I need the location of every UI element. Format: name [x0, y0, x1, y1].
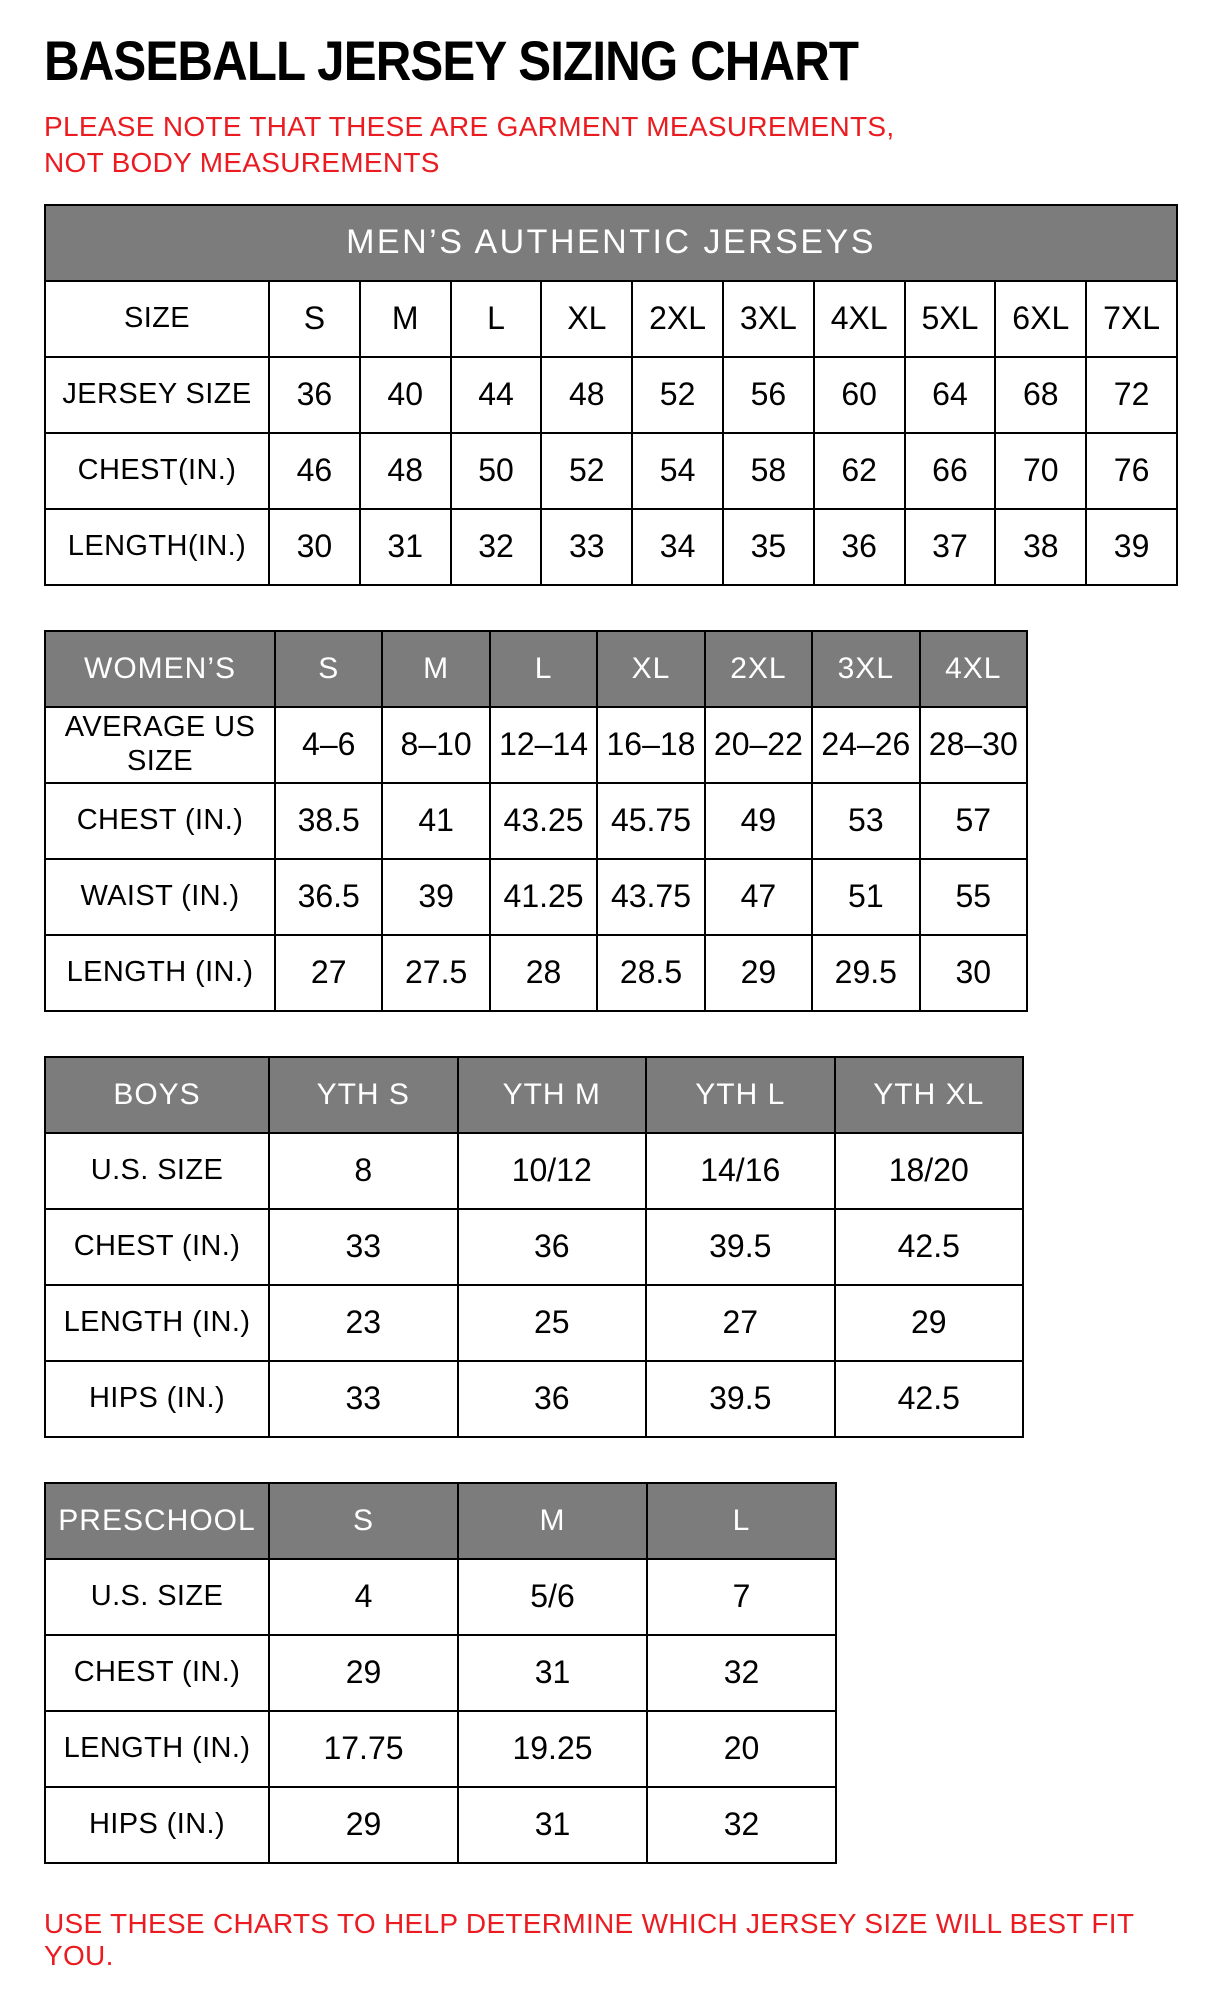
boys-header-label: BOYS: [45, 1057, 269, 1133]
mens-value-cell: 40: [360, 357, 451, 433]
boys-value-cell: 25: [458, 1285, 647, 1361]
mens-row-label-cell: LENGTH(IN.): [45, 509, 269, 585]
preschool-value-cell: 31: [458, 1635, 647, 1711]
boys-value-cell: 36: [458, 1209, 647, 1285]
boys-value-cell: 36: [458, 1361, 647, 1437]
mens-row-label-cell: SIZE: [45, 281, 269, 357]
boys-row-label-cell: HIPS (IN.): [45, 1361, 269, 1437]
garment-measurement-note: PLEASE NOTE THAT THESE ARE GARMENT MEASUREMENTS, NOT BODY MEASUREMENTS: [44, 111, 895, 179]
womens-value-cell: 30: [920, 935, 1027, 1011]
boys-value-cell: 42.5: [835, 1209, 1024, 1285]
boys-row-label-cell: CHEST (IN.): [45, 1209, 269, 1285]
womens-value-cell: 38.5: [275, 783, 382, 859]
womens-value-cell: 27: [275, 935, 382, 1011]
womens-value-cell: 29.5: [812, 935, 919, 1011]
mens-value-cell: 4XL: [814, 281, 905, 357]
mens-value-cell: 56: [723, 357, 814, 433]
mens-value-cell: 76: [1086, 433, 1177, 509]
womens-value-cell: 45.75: [597, 783, 704, 859]
womens-header-row: [45, 631, 1027, 707]
boys-header-row: [45, 1057, 1023, 1133]
footer-note: USE THESE CHARTS TO HELP DETERMINE WHICH JERSEY SIZE WILL BEST FIT YOU.: [44, 1907, 1134, 1971]
womens-value-cell: 55: [920, 859, 1027, 935]
mens-value-cell: 58: [723, 433, 814, 509]
womens-row-label-cell: WAIST (IN.): [45, 859, 275, 935]
mens-table-row: [45, 357, 1177, 433]
womens-value-cell: 41: [382, 783, 489, 859]
mens-value-cell: 46: [269, 433, 360, 509]
mens-value-cell: 35: [723, 509, 814, 585]
preschool-value-cell: 29: [269, 1787, 458, 1863]
boys-column-header-cell: YTH L: [646, 1057, 835, 1133]
womens-value-cell: 24–26: [812, 707, 919, 783]
womens-value-cell: 36.5: [275, 859, 382, 935]
mens-value-cell: 38: [995, 509, 1086, 585]
preschool-value-cell: 19.25: [458, 1711, 647, 1787]
preschool-header-row: [45, 1483, 836, 1559]
womens-value-cell: 28: [490, 935, 597, 1011]
mens-banner-row: [45, 205, 1177, 281]
boys-value-cell: 23: [269, 1285, 458, 1361]
womens-value-cell: 51: [812, 859, 919, 935]
preschool-row-label-cell: U.S. SIZE: [45, 1559, 269, 1635]
mens-value-cell: 54: [632, 433, 723, 509]
womens-value-cell: 20–22: [705, 707, 812, 783]
womens-table-row: [45, 935, 1027, 1011]
mens-value-cell: 33: [541, 509, 632, 585]
mens-table-row: [45, 281, 1177, 357]
womens-value-cell: 43.75: [597, 859, 704, 935]
boys-value-cell: 10/12: [458, 1133, 647, 1209]
boys-value-cell: 39.5: [646, 1209, 835, 1285]
boys-column-header-cell: YTH XL: [835, 1057, 1024, 1133]
womens-value-cell: 12–14: [490, 707, 597, 783]
mens-value-cell: 37: [905, 509, 996, 585]
boys-value-cell: 8: [269, 1133, 458, 1209]
womens-table-row: [45, 707, 1027, 783]
mens-value-cell: 60: [814, 357, 905, 433]
boys-table-row: [45, 1361, 1023, 1437]
preschool-table-row: [45, 1559, 836, 1635]
mens-value-cell: 7XL: [1086, 281, 1177, 357]
womens-value-cell: 28–30: [920, 707, 1027, 783]
preschool-value-cell: 7: [647, 1559, 836, 1635]
mens-value-cell: XL: [541, 281, 632, 357]
womens-sizing-table: [44, 630, 1028, 1012]
womens-value-cell: 8–10: [382, 707, 489, 783]
womens-row-label-cell: AVERAGE US SIZE: [45, 707, 275, 783]
mens-value-cell: 66: [905, 433, 996, 509]
mens-value-cell: 34: [632, 509, 723, 585]
mens-value-cell: 2XL: [632, 281, 723, 357]
preschool-value-cell: 20: [647, 1711, 836, 1787]
mens-value-cell: 52: [541, 433, 632, 509]
mens-value-cell: 48: [541, 357, 632, 433]
mens-value-cell: S: [269, 281, 360, 357]
womens-value-cell: 41.25: [490, 859, 597, 935]
preschool-column-header-cell: L: [647, 1483, 836, 1559]
boys-value-cell: 33: [269, 1209, 458, 1285]
preschool-value-cell: 5/6: [458, 1559, 647, 1635]
boys-value-cell: 14/16: [646, 1133, 835, 1209]
boys-row-label-cell: U.S. SIZE: [45, 1133, 269, 1209]
preschool-table-row: [45, 1787, 836, 1863]
mens-value-cell: 44: [451, 357, 542, 433]
mens-value-cell: 68: [995, 357, 1086, 433]
boys-table-row: [45, 1209, 1023, 1285]
preschool-row-label-cell: HIPS (IN.): [45, 1787, 269, 1863]
womens-value-cell: 27.5: [382, 935, 489, 1011]
page-title: BASEBALL JERSEY SIZING CHART: [44, 29, 859, 92]
mens-table-row: [45, 433, 1177, 509]
womens-column-header-cell: M: [382, 631, 489, 707]
womens-row-label-cell: LENGTH (IN.): [45, 935, 275, 1011]
boys-column-header-cell: YTH M: [458, 1057, 647, 1133]
womens-column-header-cell: L: [490, 631, 597, 707]
womens-value-cell: 53: [812, 783, 919, 859]
preschool-column-header-cell: S: [269, 1483, 458, 1559]
boys-value-cell: 29: [835, 1285, 1024, 1361]
mens-value-cell: 62: [814, 433, 905, 509]
mens-value-cell: 32: [451, 509, 542, 585]
boys-value-cell: 39.5: [646, 1361, 835, 1437]
preschool-column-header-cell: M: [458, 1483, 647, 1559]
boys-row-label-cell: LENGTH (IN.): [45, 1285, 269, 1361]
womens-value-cell: 49: [705, 783, 812, 859]
boys-column-header-cell: YTH S: [269, 1057, 458, 1133]
womens-header-label: WOMEN’S: [45, 631, 275, 707]
boys-table-row: [45, 1285, 1023, 1361]
mens-value-cell: L: [451, 281, 542, 357]
womens-table-row: [45, 783, 1027, 859]
womens-value-cell: 43.25: [490, 783, 597, 859]
womens-column-header-cell: S: [275, 631, 382, 707]
womens-value-cell: 16–18: [597, 707, 704, 783]
preschool-table-row: [45, 1635, 836, 1711]
mens-value-cell: 50: [451, 433, 542, 509]
mens-table-row: [45, 509, 1177, 585]
mens-value-cell: 36: [269, 357, 360, 433]
mens-value-cell: 5XL: [905, 281, 996, 357]
boys-table-row: [45, 1133, 1023, 1209]
boys-value-cell: 27: [646, 1285, 835, 1361]
mens-value-cell: 31: [360, 509, 451, 585]
womens-value-cell: 28.5: [597, 935, 704, 1011]
boys-value-cell: 33: [269, 1361, 458, 1437]
mens-value-cell: M: [360, 281, 451, 357]
womens-value-cell: 4–6: [275, 707, 382, 783]
preschool-table-row: [45, 1711, 836, 1787]
mens-value-cell: 48: [360, 433, 451, 509]
mens-value-cell: 70: [995, 433, 1086, 509]
preschool-value-cell: 17.75: [269, 1711, 458, 1787]
womens-value-cell: 57: [920, 783, 1027, 859]
womens-column-header-cell: 2XL: [705, 631, 812, 707]
womens-column-header-cell: 3XL: [812, 631, 919, 707]
boys-sizing-table: [44, 1056, 1024, 1438]
womens-value-cell: 29: [705, 935, 812, 1011]
mens-value-cell: 6XL: [995, 281, 1086, 357]
mens-value-cell: 52: [632, 357, 723, 433]
womens-row-label-cell: CHEST (IN.): [45, 783, 275, 859]
womens-value-cell: 47: [705, 859, 812, 935]
womens-column-header-cell: 4XL: [920, 631, 1027, 707]
mens-value-cell: 30: [269, 509, 360, 585]
preschool-value-cell: 31: [458, 1787, 647, 1863]
mens-value-cell: 39: [1086, 509, 1177, 585]
mens-row-label-cell: JERSEY SIZE: [45, 357, 269, 433]
preschool-value-cell: 32: [647, 1787, 836, 1863]
preschool-value-cell: 29: [269, 1635, 458, 1711]
womens-value-cell: 39: [382, 859, 489, 935]
preschool-value-cell: 32: [647, 1635, 836, 1711]
mens-value-cell: 64: [905, 357, 996, 433]
womens-column-header-cell: XL: [597, 631, 704, 707]
mens-authentic-jerseys-table: [44, 204, 1178, 586]
preschool-row-label-cell: LENGTH (IN.): [45, 1711, 269, 1787]
preschool-sizing-table: [44, 1482, 837, 1864]
womens-table-row: [45, 859, 1027, 935]
boys-value-cell: 18/20: [835, 1133, 1024, 1209]
preschool-header-label: PRESCHOOL: [45, 1483, 269, 1559]
mens-value-cell: 36: [814, 509, 905, 585]
boys-value-cell: 42.5: [835, 1361, 1024, 1437]
mens-value-cell: 3XL: [723, 281, 814, 357]
preschool-row-label-cell: CHEST (IN.): [45, 1635, 269, 1711]
mens-table-banner: MEN’S AUTHENTIC JERSEYS: [45, 205, 1177, 281]
mens-value-cell: 72: [1086, 357, 1177, 433]
preschool-value-cell: 4: [269, 1559, 458, 1635]
mens-row-label-cell: CHEST(IN.): [45, 433, 269, 509]
